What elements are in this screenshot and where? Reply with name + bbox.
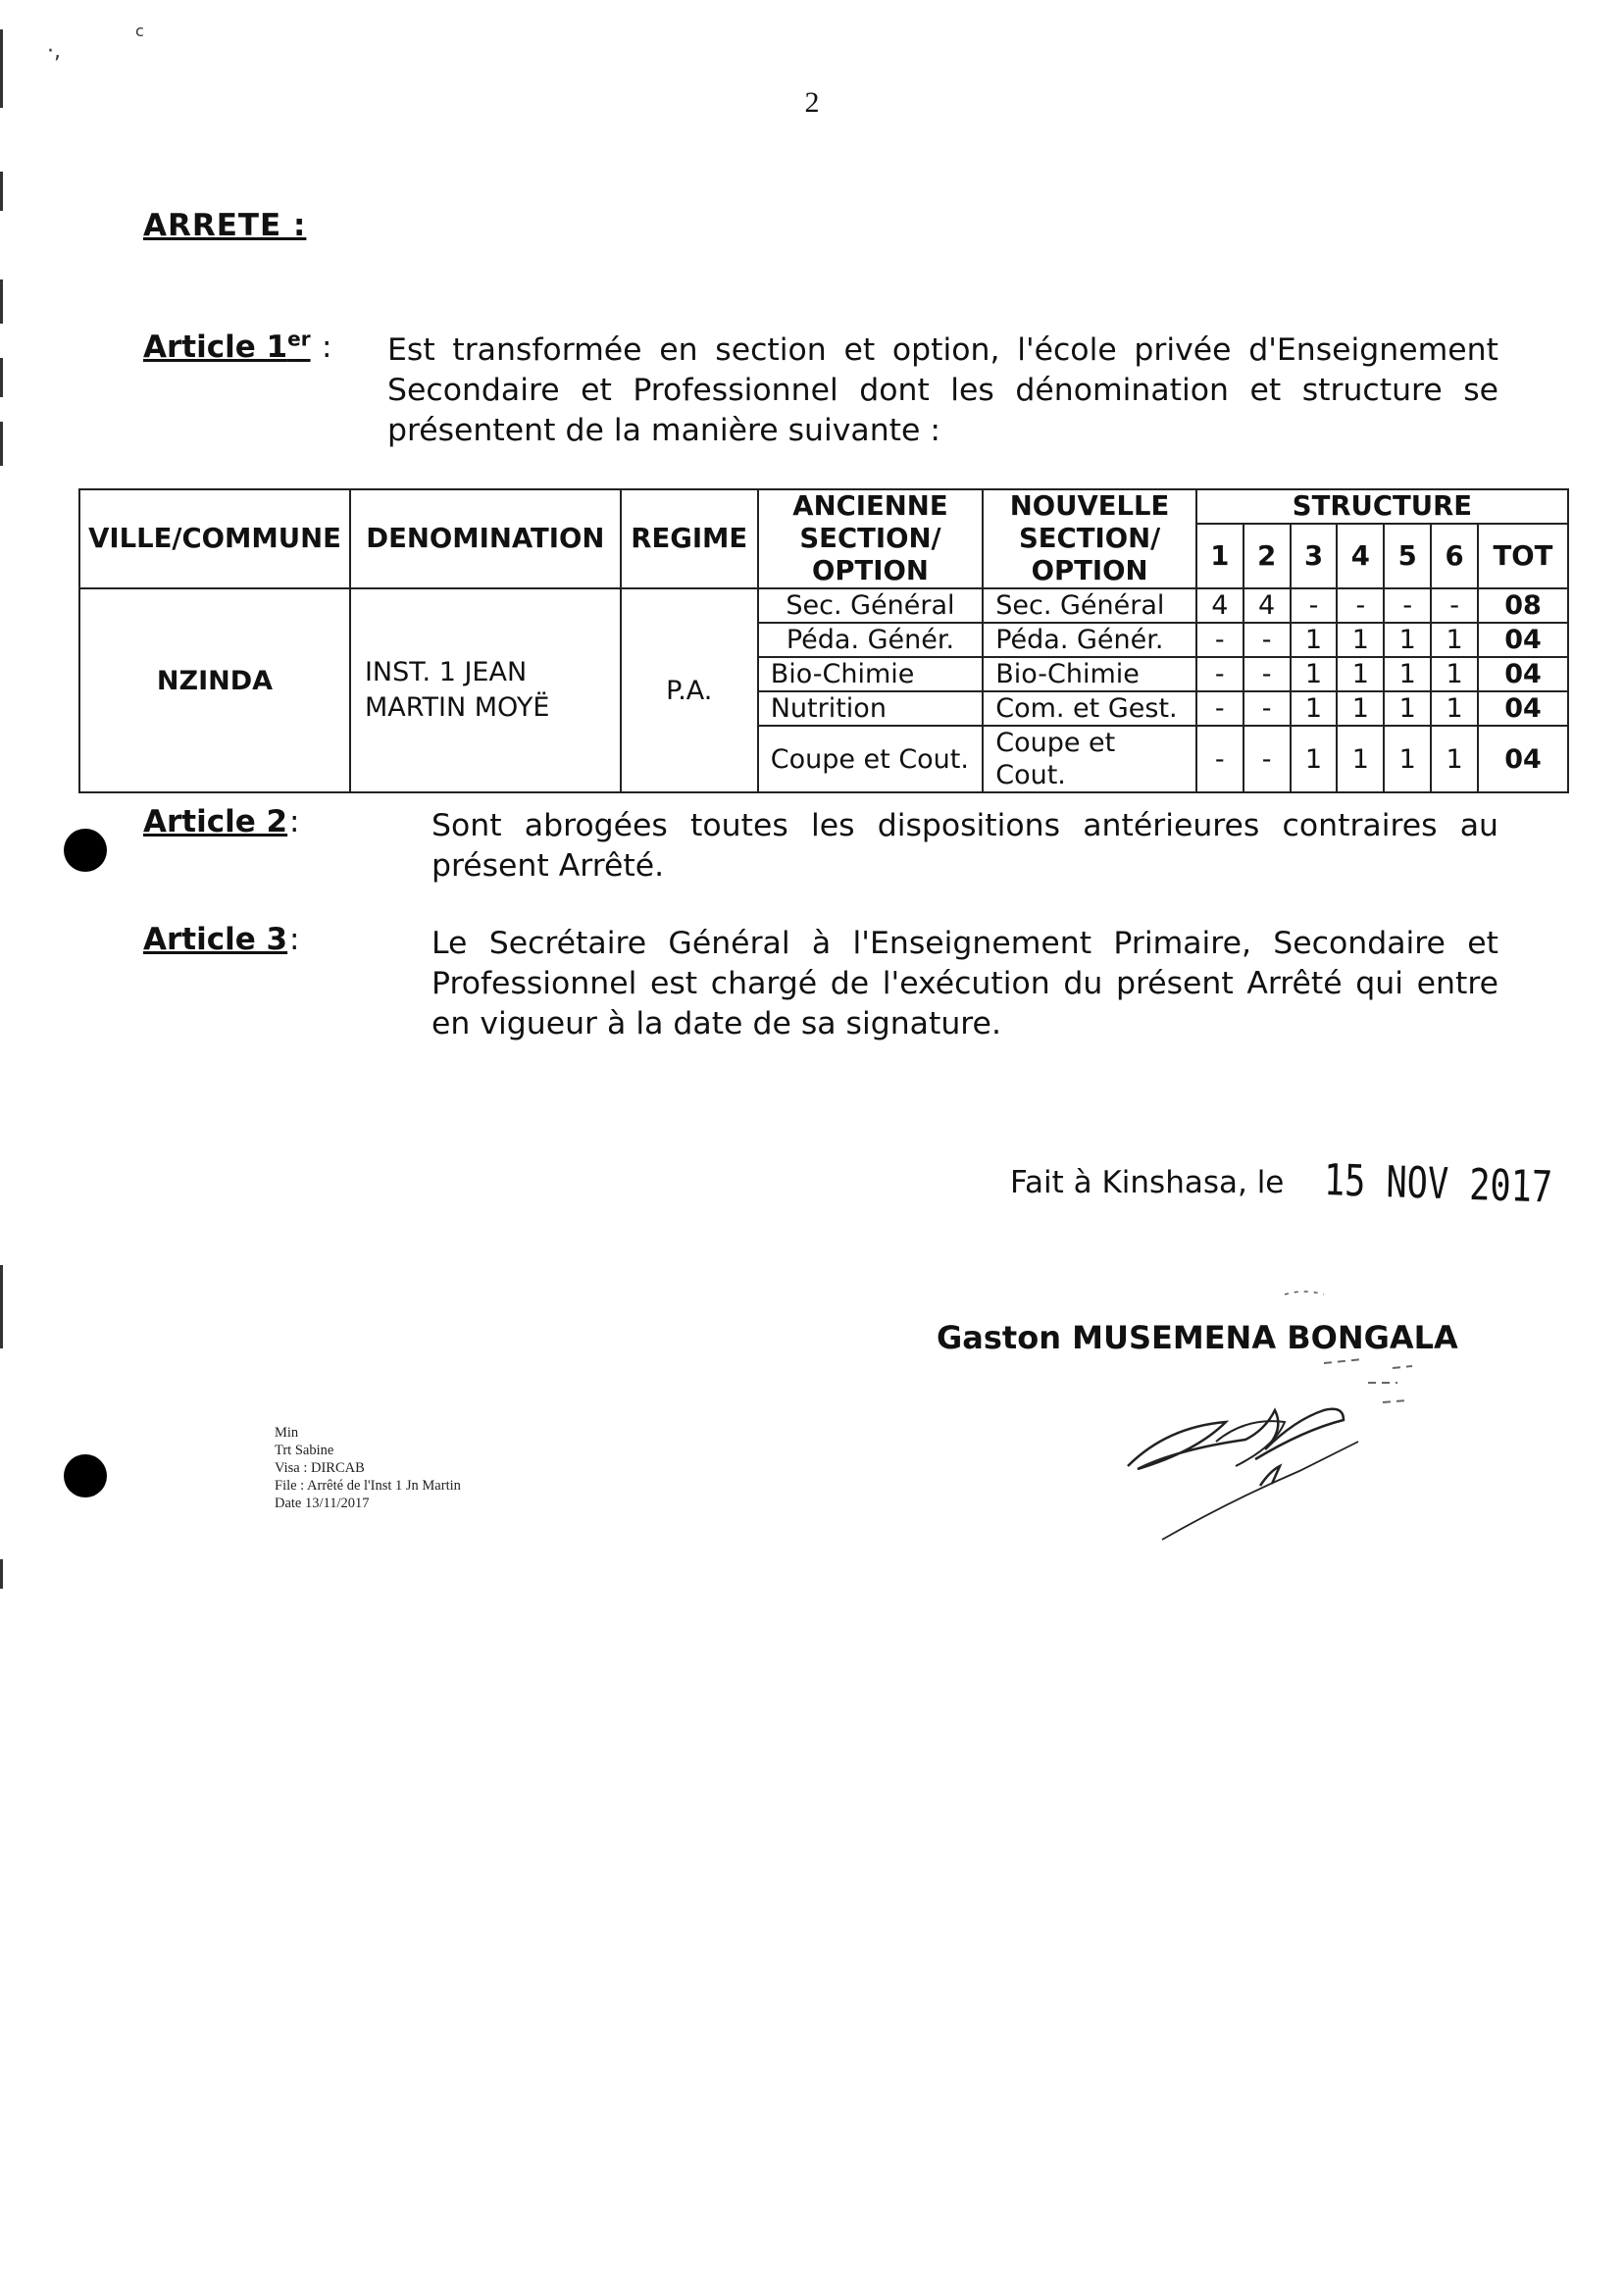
header-year-6: 6 (1431, 524, 1478, 588)
cell-total: 04 (1478, 691, 1568, 726)
cell-total: 04 (1478, 657, 1568, 691)
header-nouvelle: NOUVELLE SECTION/ OPTION (983, 489, 1196, 588)
cell-total: 04 (1478, 623, 1568, 657)
cell-year: 1 (1337, 657, 1384, 691)
filing-line: Visa : DIRCAB (275, 1460, 365, 1476)
cell-year: 1 (1291, 623, 1338, 657)
cell-year: 1 (1291, 657, 1338, 691)
cell-year: - (1291, 588, 1338, 623)
cell-nouvelle: Bio-Chimie (983, 657, 1196, 691)
table-row (79, 588, 1568, 623)
scan-edge-line (0, 1265, 3, 1348)
cell-year: 1 (1431, 657, 1478, 691)
header-year-4: 4 (1337, 524, 1384, 588)
header-total: TOT (1478, 524, 1568, 588)
header-year-3: 3 (1291, 524, 1338, 588)
cell-nouvelle: Com. et Gest. (983, 691, 1196, 726)
date-stamp: 15 NOV 2017 (1323, 1155, 1553, 1213)
decree-heading: ARRETE : (143, 208, 307, 243)
cell-ancienne: Bio-Chimie (758, 657, 984, 691)
cell-total: 04 (1478, 726, 1568, 792)
header-year-1: 1 (1196, 524, 1243, 588)
cell-year: 1 (1291, 726, 1338, 792)
filing-line: Trt Sabine (275, 1443, 334, 1458)
cell-year: 1 (1384, 726, 1431, 792)
header-denomination: DENOMINATION (350, 489, 621, 588)
cell-year: - (1243, 623, 1291, 657)
cell-year: - (1431, 588, 1478, 623)
cell-year: - (1337, 588, 1384, 623)
cell-year: 4 (1196, 588, 1243, 623)
cell-nouvelle: Sec. Général (983, 588, 1196, 623)
cell-year: 1 (1431, 726, 1478, 792)
denomination-text: INST. 1 JEAN MARTIN MOYË (364, 657, 550, 723)
cell-year: - (1243, 726, 1291, 792)
article-3-label: Article 3 (143, 922, 288, 957)
header-structure: STRUCTURE (1196, 489, 1568, 524)
cell-year: 1 (1384, 691, 1431, 726)
scan-edge-line (0, 422, 3, 466)
scan-edge-line (0, 279, 3, 324)
cell-ancienne: Péda. Génér. (758, 623, 984, 657)
filing-line: File : Arrêté de l'Inst 1 Jn Martin (275, 1478, 461, 1494)
signing-place: Fait à Kinshasa, le (1010, 1165, 1285, 1200)
cell-year: 1 (1431, 623, 1478, 657)
article-1-colon: : (322, 330, 332, 365)
punch-hole (64, 1454, 107, 1497)
cell-ancienne: Coupe et Cout. (758, 726, 984, 792)
page-number: 2 (804, 86, 820, 119)
cell-year: 1 (1337, 623, 1384, 657)
cell-total: 08 (1478, 588, 1568, 623)
cell-ancienne: Nutrition (758, 691, 984, 726)
cell-year: 1 (1291, 691, 1338, 726)
filing-line: Min (275, 1425, 299, 1441)
signatory-name: Gaston MUSEMENA BONGALA (937, 1319, 1458, 1356)
cell-nouvelle: Coupe et Cout. (983, 726, 1196, 792)
cell-year: - (1243, 657, 1291, 691)
scan-edge-line (0, 172, 3, 211)
cell-year: - (1196, 726, 1243, 792)
scan-edge-line (0, 1559, 3, 1589)
header-ville: VILLE/COMMUNE (79, 489, 350, 588)
cell-year: 4 (1243, 588, 1291, 623)
article-1-label: Article 1er (143, 328, 311, 366)
table-header-row (79, 489, 1568, 524)
header-regime: REGIME (621, 489, 758, 588)
cell-year: - (1196, 623, 1243, 657)
cell-year: - (1384, 588, 1431, 623)
cell-year: - (1196, 691, 1243, 726)
article-1-text: Est transformée en section et option, l'école privée d'Enseignement Secondaire et Professionnel dont les dénomination et structure se présentent de la manière suivante : (387, 332, 1498, 448)
header-year-5: 5 (1384, 524, 1431, 588)
cell-year: 1 (1384, 657, 1431, 691)
cell-year: - (1196, 657, 1243, 691)
structure-table (78, 488, 1569, 793)
article-2-text: Sont abrogées toutes les dispositions antérieures contraires au présent Arrêté. (431, 808, 1498, 884)
cell-nouvelle: Péda. Génér. (983, 623, 1196, 657)
scan-speck: ·, (47, 39, 61, 64)
filing-line: Date 13/11/2017 (275, 1496, 370, 1511)
header-ancienne: ANCIENNE SECTION/ OPTION (758, 489, 984, 588)
cell-denomination (350, 588, 621, 792)
handwritten-signature (1098, 1275, 1471, 1549)
cell-year: 1 (1384, 623, 1431, 657)
scan-edge-line (0, 358, 3, 397)
cell-ancienne: Sec. Général (758, 588, 984, 623)
article-3-colon: : (289, 922, 300, 957)
cell-year: 1 (1337, 691, 1384, 726)
cell-year: - (1243, 691, 1291, 726)
article-3-text: Le Secrétaire Général à l'Enseignement Primaire, Secondaire et Professionnel est chargé de l'exécution du présent Arrêté qui entre en vigueur à la date de sa signature. (431, 926, 1498, 1041)
cell-year: 1 (1431, 691, 1478, 726)
cell-year: 1 (1337, 726, 1384, 792)
cell-regime: P.A. (621, 588, 758, 792)
article-2-label: Article 2 (143, 804, 288, 839)
filing-reference (275, 1424, 461, 1512)
scan-speck: c (135, 22, 144, 40)
punch-hole (64, 829, 107, 872)
header-year-2: 2 (1243, 524, 1291, 588)
article-2-colon: : (289, 804, 300, 839)
cell-ville: NZINDA (79, 588, 350, 792)
